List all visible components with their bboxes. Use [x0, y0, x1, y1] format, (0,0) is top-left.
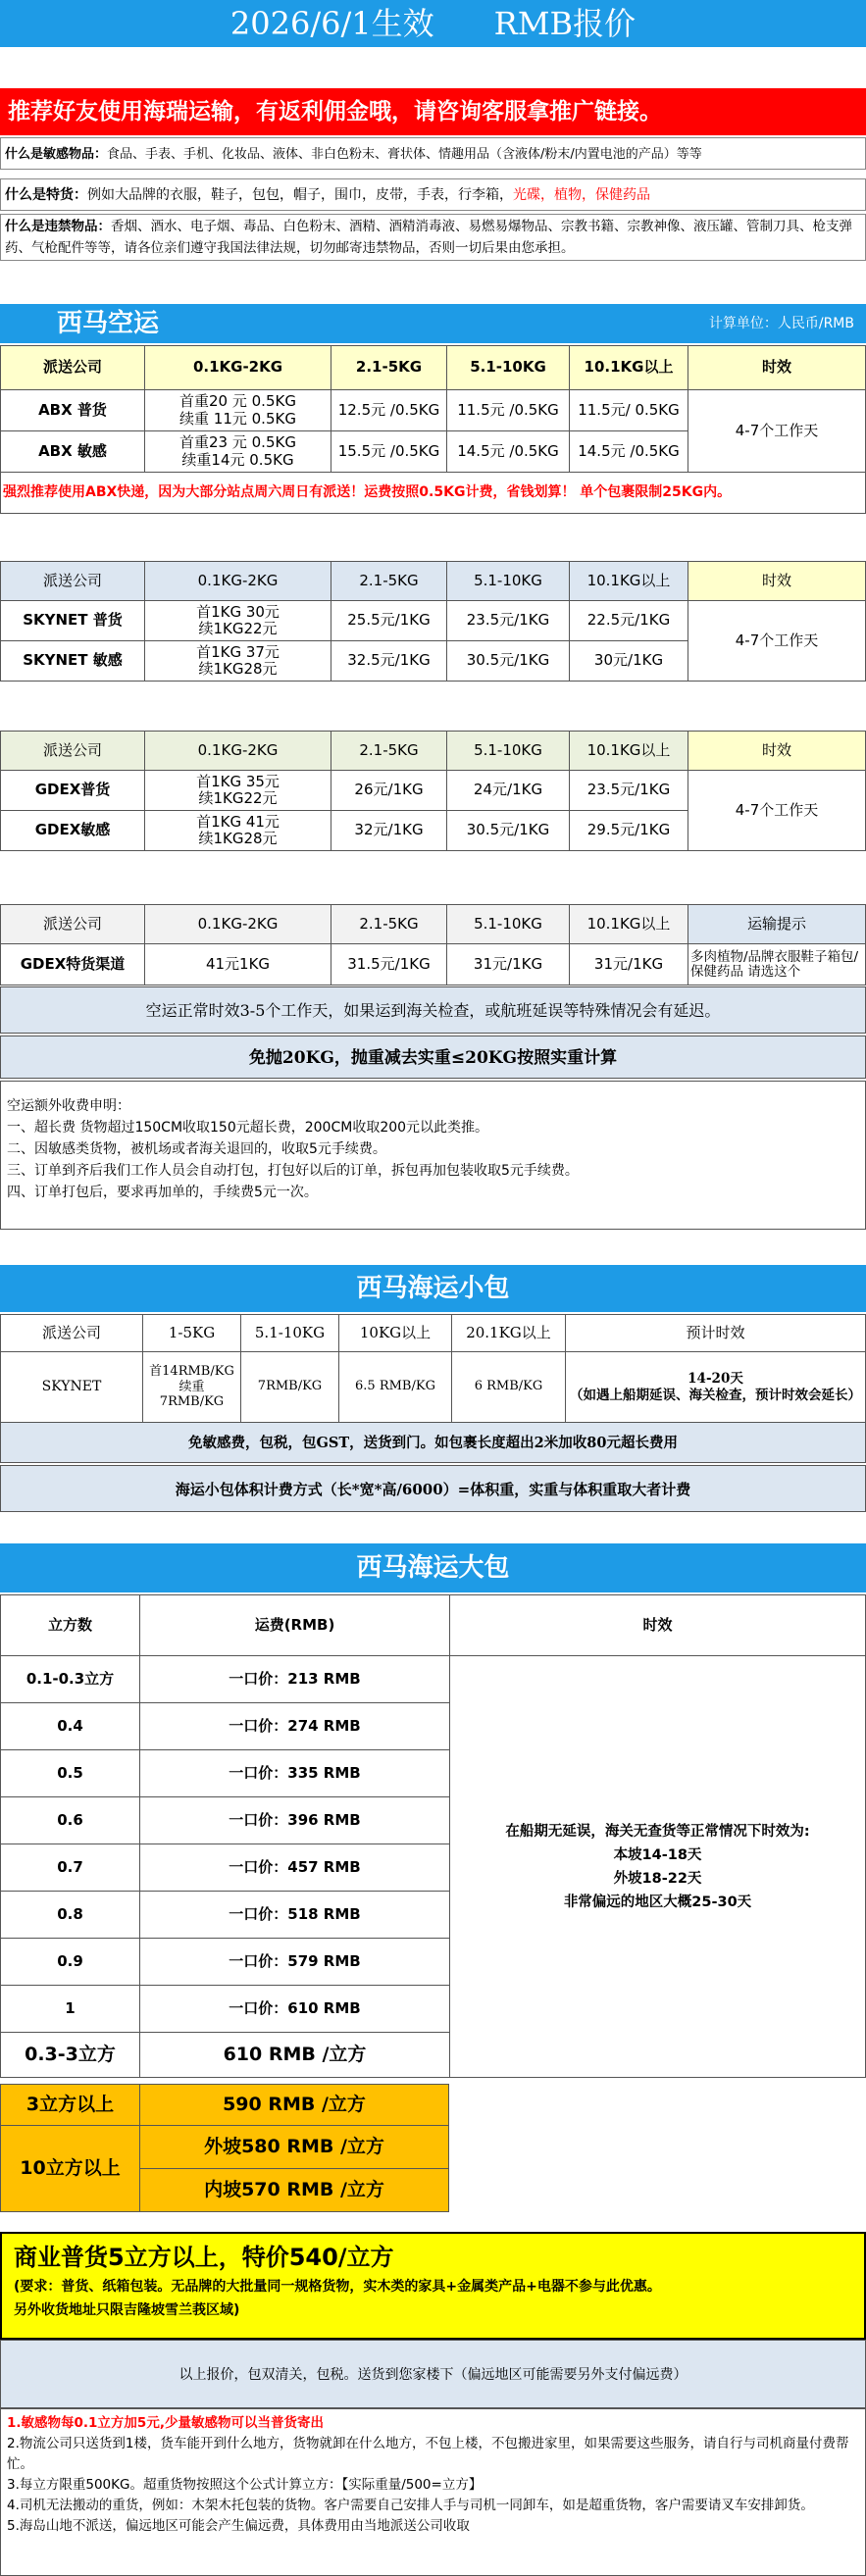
gdex-row-price: 26元/1KG	[331, 771, 447, 811]
gdex-time: 4-7个工作天	[688, 771, 866, 851]
promo-line: (要求：普货、纸箱包装。无品牌的大批量同一规格货物，实木类的家具+金属类产品+电器不参与此优惠。	[14, 2279, 661, 2295]
air-notice-time: 空运正常时效3-5个工作天，如果运到海关检查，或航班延误等特殊情况会有延迟。	[0, 986, 866, 1034]
gdex-special-price: 31元/1KG	[447, 944, 570, 985]
banned-text: 香烟、酒水、电子烟、毒品、白色粉末、酒精、酒精消毒液、易燃易爆物品、宗教书籍、宗教神像、液压罐、管制刀具、枪支弹药、气枪配件等等，请各位亲们遵守我国法律法规，切勿邮寄违禁物品，否则一切后果由您承担。	[5, 219, 852, 256]
sea-big-volume: 0.6	[1, 1797, 140, 1844]
sea-big-price-inner: 内坡570 RMB /立方	[140, 2169, 449, 2212]
sea-big-price: 一口价：457 RMB	[140, 1844, 450, 1892]
sea-big-price: 一口价：335 RMB	[140, 1750, 450, 1797]
promo-title: 商业普货5立方以上，特价540/立方	[14, 2244, 394, 2271]
abx-note: 强烈推荐使用ABX快递，因为大部分站点周六周日有派送！运费按照0.5KG计费，省钱划算！ 单个包裹限制25KG内。	[1, 473, 866, 514]
sea-big-price: 一口价：518 RMB	[140, 1892, 450, 1939]
abx-row-price: 15.5元 /0.5KG	[331, 431, 447, 473]
banned-label: 什么是违禁物品：	[5, 219, 111, 234]
abx-header-above10: 10.1KG以上	[570, 346, 688, 390]
skynet-row-first-price: 首1KG 30元 续1KG22元	[145, 601, 331, 641]
sea-big-price-03: 610 RMB /立方	[140, 2033, 450, 2078]
skynet-row-price: 30.5元/1KG	[447, 641, 570, 682]
sea-big-price: 一口价：610 RMB	[140, 1986, 450, 2033]
skynet-row-first-price: 首1KG 37元 续1KG28元	[145, 641, 331, 682]
skynet-row-price: 30元/1KG	[570, 641, 688, 682]
gdex-special-header-10kg: 5.1-10KG	[447, 905, 570, 944]
abx-row-price: 11.5元 /0.5KG	[447, 390, 570, 431]
gdex-header-5kg: 2.1-5KG	[331, 732, 447, 771]
air-section-header	[0, 304, 866, 343]
air-extra-title: 空运额外收费申明：	[7, 1098, 130, 1114]
sea-small-header-5kg: 1-5KG	[143, 1315, 241, 1352]
skynet-row-price: 22.5元/1KG	[570, 601, 688, 641]
sea-big-note: 3.每立方限重500KG。超重货物按照这个公式计算立方：【实际重量/500=立方】	[7, 2477, 483, 2493]
sea-big-volume: 1	[1, 1986, 140, 2033]
abx-row-price: 14.5元 /0.5KG	[447, 431, 570, 473]
sea-small-header-10kg: 5.1-10KG	[241, 1315, 339, 1352]
gdex-special-tip: 多肉植物/品牌衣服鞋子箱包/保健药品 请选这个	[688, 944, 866, 985]
sea-big-price: 一口价：213 RMB	[140, 1656, 450, 1703]
sensitive-text: 食品、手表、手机、化妆品、液体、非白色粉末、膏状体、情趣用品（含液体/粉末/内置电池的产品）等等	[107, 147, 702, 162]
sea-big-note: 2.物流公司只送货到1楼，货车能开到什么地方，货物就卸在什么地方，不包上楼，不包搬进家里，如果需要这些服务，请自行与司机商量付费帮忙。	[7, 2436, 849, 2472]
gdex-row-name: GDEX普货	[1, 771, 145, 811]
sea-big-header-time: 时效	[450, 1595, 866, 1656]
air-title: 西马空运	[57, 309, 160, 338]
gdex-row-price: 29.5元/1KG	[570, 811, 688, 851]
banned-definition	[0, 214, 866, 261]
skynet-row-price: 23.5元/1KG	[447, 601, 570, 641]
gdex-row-price: 23.5元/1KG	[570, 771, 688, 811]
abx-row-name: ABX 普货	[1, 390, 145, 431]
sea-big-time: 在船期无延误，海关无查货等正常情况下时效为: 本坡14-18天 外坡18-22天 非常偏远的地区大概25-30天	[450, 1656, 866, 2078]
sea-small-header-above10: 10KG以上	[339, 1315, 452, 1352]
air-extra-fees	[0, 1081, 866, 1230]
sea-big-volume: 0.5	[1, 1750, 140, 1797]
gdex-row-price: 32元/1KG	[331, 811, 447, 851]
abx-header-5kg: 2.1-5KG	[331, 346, 447, 390]
abx-row-first-price: 首重20 元 0.5KG 续重 11元 0.5KG	[145, 390, 331, 431]
abx-row-first-price: 首重23 元 0.5KG 续重14元 0.5KG	[145, 431, 331, 473]
skynet-table	[0, 561, 866, 682]
sea-small-header-above20: 20.1KG以上	[452, 1315, 566, 1352]
gdex-special-name: GDEX特货渠道	[1, 944, 145, 985]
sea-big-volume: 0.4	[1, 1703, 140, 1750]
sea-big-price-3: 590 RMB /立方	[140, 2085, 449, 2126]
abx-header-10kg: 5.1-10KG	[447, 346, 570, 390]
skynet-row-name: SKYNET 普货	[1, 601, 145, 641]
air-notice-volumetric: 免抛20KG，抛重减去实重≤20KG按照实重计算	[0, 1035, 866, 1079]
sea-big-volume-10: 10立方以上	[1, 2126, 140, 2212]
promo-line: 另外收货地址只限吉隆坡雪兰莪区域)	[14, 2302, 240, 2318]
abx-header-company: 派送公司	[1, 346, 145, 390]
gdex-header-10kg: 5.1-10KG	[447, 732, 570, 771]
gdex-special-price: 41元1KG	[145, 944, 331, 985]
gdex-special-header-tip: 运输提示	[688, 905, 866, 944]
sea-small-header-company: 派送公司	[1, 1315, 143, 1352]
air-extra-line: 三、订单到齐后我们工作人员会自动打包，打包好以后的订单，拆包再加包装收取5元手续费。	[7, 1163, 579, 1179]
sea-small-price: 6 RMB/KG	[452, 1352, 566, 1423]
special-red-text: 光碟，植物，保健药品	[513, 187, 650, 203]
sea-small-header: 西马海运小包	[0, 1265, 866, 1312]
gdex-special-price: 31元/1KG	[570, 944, 688, 985]
air-unit: 计算单位：人民币/RMB	[708, 316, 854, 331]
sea-big-volume-3: 3立方以上	[1, 2085, 140, 2126]
skynet-row-name: SKYNET 敏感	[1, 641, 145, 682]
abx-row-price: 14.5元 /0.5KG	[570, 431, 688, 473]
skynet-header-above10: 10.1KG以上	[570, 562, 688, 601]
abx-header-time: 时效	[688, 346, 866, 390]
special-definition	[0, 178, 866, 211]
skynet-row-price: 25.5元/1KG	[331, 601, 447, 641]
gdex-special-table	[0, 904, 866, 985]
gdex-table	[0, 731, 866, 851]
abx-row-price: 11.5元/ 0.5KG	[570, 390, 688, 431]
gdex-special-header-5kg: 2.1-5KG	[331, 905, 447, 944]
special-text: 例如大品牌的衣服，鞋子，包包，帽子，围巾，皮带，手表，行李箱，	[87, 187, 513, 203]
skynet-header-2kg: 0.1KG-2KG	[145, 562, 331, 601]
sea-big-note: 1.敏感物每0.1立方加5元,少量敏感物可以当普货寄出	[7, 2415, 324, 2431]
sea-small-price: 首14RMB/KG 续重 7RMB/KG	[143, 1352, 241, 1423]
sea-big-price: 一口价：274 RMB	[140, 1703, 450, 1750]
skynet-time: 4-7个工作天	[688, 601, 866, 682]
skynet-header-10kg: 5.1-10KG	[447, 562, 570, 601]
gdex-special-header-above10: 10.1KG以上	[570, 905, 688, 944]
gdex-row-price: 30.5元/1KG	[447, 811, 570, 851]
sea-big-volume: 0.1-0.3立方	[1, 1656, 140, 1703]
sensitive-definition	[0, 137, 866, 170]
sea-big-price: 一口价：579 RMB	[140, 1939, 450, 1986]
gdex-row-price: 24元/1KG	[447, 771, 570, 811]
gdex-header-above10: 10.1KG以上	[570, 732, 688, 771]
skynet-header-company: 派送公司	[1, 562, 145, 601]
sea-small-time: 14-20天 （如遇上船期延误、海关检查，预计时效会延长）	[566, 1352, 866, 1423]
abx-header-2kg: 0.1KG-2KG	[145, 346, 331, 390]
sea-big-header-price: 运费(RMB)	[140, 1595, 450, 1656]
sea-small-table	[0, 1314, 866, 1423]
referral-banner: 推荐好友使用海瑞运输，有返利佣金哦，请咨询客服拿推广链接。	[0, 88, 866, 135]
commercial-promo	[0, 2232, 866, 2340]
sea-big-price: 一口价：396 RMB	[140, 1797, 450, 1844]
gdex-header-time: 时效	[688, 732, 866, 771]
air-extra-line: 一、超长费 货物超过150CM收取150元超长费，200CM收取200元以此类推。	[7, 1120, 489, 1136]
skynet-header-time: 时效	[688, 562, 866, 601]
special-label: 什么是特货：	[5, 187, 87, 203]
sea-big-note: 4.司机无法搬动的重货，例如：木架木托包装的货物。客户需要自己安排人手与司机一同卸车，如是超重货物，客户需要请叉车安排卸货。	[7, 2498, 814, 2513]
sea-big-header-volume: 立方数	[1, 1595, 140, 1656]
sea-small-note1: 免敏感费，包税，包GST，送货到门。如包裹长度超出2米加收80元超长费用	[0, 1422, 866, 1463]
sea-big-header: 西马海运大包	[0, 1543, 866, 1592]
sensitive-label: 什么是敏感物品：	[5, 147, 108, 162]
sea-big-volume: 0.8	[1, 1892, 140, 1939]
air-extra-line: 二、因敏感类货物，被机场或者海关退回的，收取5元手续费。	[7, 1141, 386, 1157]
skynet-header-5kg: 2.1-5KG	[331, 562, 447, 601]
sea-big-notes	[0, 2408, 866, 2576]
abx-row-price: 12.5元 /0.5KG	[331, 390, 447, 431]
gdex-special-header-2kg: 0.1KG-2KG	[145, 905, 331, 944]
quote-note: 以上报价，包双清关，包税。送货到您家楼下（偏远地区可能需要另外支付偏远费）	[0, 2340, 866, 2408]
sea-small-note2: 海运小包体积计费方式（长*宽*高/6000）=体积重，实重与体积重取大者计费	[0, 1465, 866, 1512]
sea-big-note: 5.海岛山地不派送，偏远地区可能会产生偏远费，具体费用由当地派送公司收取	[7, 2518, 470, 2534]
sea-big-volume-03: 0.3-3立方	[1, 2033, 140, 2078]
gdex-row-first-price: 首1KG 41元 续1KG28元	[145, 811, 331, 851]
sea-big-volume: 0.7	[1, 1844, 140, 1892]
gdex-special-header-company: 派送公司	[1, 905, 145, 944]
gdex-header-company: 派送公司	[1, 732, 145, 771]
sea-big-price-outer: 外坡580 RMB /立方	[140, 2126, 449, 2169]
abx-row-name: ABX 敏感	[1, 431, 145, 473]
skynet-row-price: 32.5元/1KG	[331, 641, 447, 682]
gdex-row-first-price: 首1KG 35元 续1KG22元	[145, 771, 331, 811]
sea-big-volume: 0.9	[1, 1939, 140, 1986]
air-extra-line: 四、订单打包后，要求再加单的，手续费5元一次。	[7, 1185, 318, 1200]
gdex-header-2kg: 0.1KG-2KG	[145, 732, 331, 771]
abx-time: 4-7个工作天	[688, 390, 866, 473]
page-title: 2026/6/1生效 RMB报价	[0, 0, 866, 47]
gdex-row-name: GDEX敏感	[1, 811, 145, 851]
sea-small-header-time: 预计时效	[566, 1315, 866, 1352]
sea-small-name: SKYNET	[1, 1352, 143, 1423]
sea-big-table	[0, 1594, 866, 2078]
sea-small-price: 7RMB/KG	[241, 1352, 339, 1423]
sea-big-tier-table	[0, 2084, 449, 2212]
abx-table	[0, 345, 866, 514]
gdex-special-price: 31.5元/1KG	[331, 944, 447, 985]
sea-small-price: 6.5 RMB/KG	[339, 1352, 452, 1423]
